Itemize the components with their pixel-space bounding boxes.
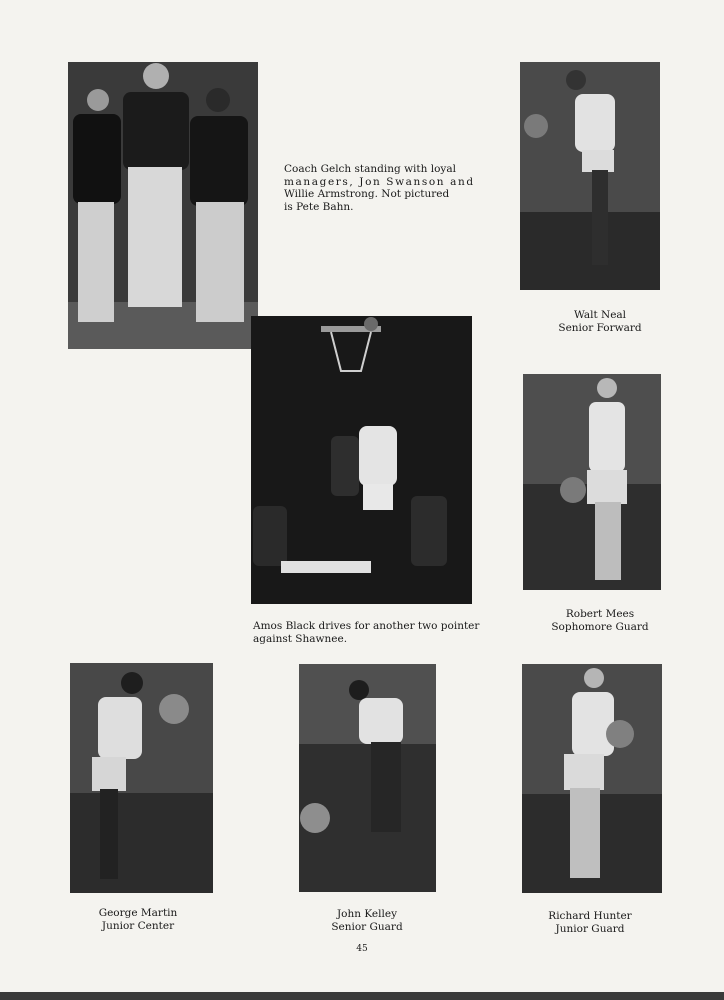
walt-neal-name: Walt Neal	[573, 309, 627, 321]
george-martin-role: Junior Center	[101, 919, 175, 932]
walt-neal-caption	[530, 309, 670, 334]
action-caption-line-2: against Shawnee.	[253, 632, 348, 645]
photo-walt-neal	[520, 62, 660, 290]
robert-mees-caption	[525, 608, 675, 633]
richard-hunter-caption	[520, 910, 660, 935]
john-kelley-name: John Kelley	[336, 908, 398, 920]
richard-hunter-role: Junior Guard	[555, 922, 625, 935]
coach-caption	[284, 163, 475, 213]
richard-hunter-name: Richard Hunter	[548, 910, 632, 922]
photo-richard-hunter	[522, 664, 662, 893]
coach-caption-line-1: Coach Gelch standing with loyal	[284, 163, 456, 175]
action-caption-line-1: Amos Black drives for another two pointer	[253, 620, 480, 632]
action-caption	[253, 620, 479, 645]
photo-coach-and-managers	[68, 62, 258, 349]
john-kelley-caption	[297, 908, 437, 933]
page-number: 45	[356, 944, 368, 954]
photo-john-kelley	[299, 664, 436, 892]
john-kelley-role: Senior Guard	[331, 920, 403, 933]
photo-action-shot	[251, 316, 472, 604]
walt-neal-role: Senior Forward	[558, 321, 642, 334]
page-bottom-edge	[0, 992, 724, 1000]
photo-george-martin	[70, 663, 213, 893]
photo-robert-mees	[523, 374, 661, 590]
coach-caption-line-3: Willie Armstrong. Not pictured	[284, 188, 450, 200]
coach-caption-line-2: managers, Jon Swanson and	[284, 175, 475, 188]
george-martin-name: George Martin	[98, 907, 178, 919]
robert-mees-role: Sophomore Guard	[551, 620, 649, 633]
robert-mees-name: Robert Mees	[565, 608, 635, 620]
coach-caption-line-4: is Pete Bahn.	[284, 200, 354, 213]
george-martin-caption	[68, 907, 208, 932]
